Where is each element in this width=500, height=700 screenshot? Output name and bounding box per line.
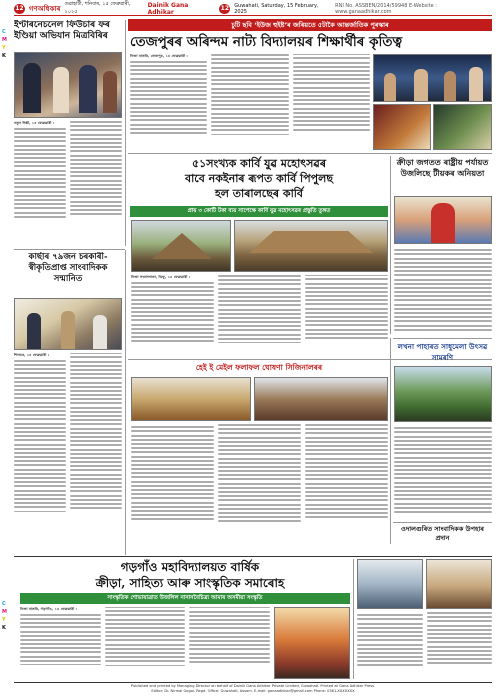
left-top-body (14, 121, 122, 247)
bottom-body (20, 607, 270, 679)
left-mid-body (14, 353, 122, 553)
mid-body (131, 424, 388, 544)
left-mid-headline: কাৰ্ছাৰ ৭৯জন চৰকাৰী-স্বীকৃতিপ্ৰাপ্ত সাংবাদিকক সন্মানিত (28, 252, 108, 284)
masthead (14, 2, 492, 16)
imprint-line-1: Published and printed by Managing Director on behalf of Dainik Gana Adhikar Private Limited, Guwahati. Printed at Gana Adhikar Press. (130, 684, 376, 688)
left-mid-photo (14, 298, 122, 350)
page-number: 12 (15, 4, 24, 12)
paper-title: Dainik Gana Adhikar (147, 1, 189, 16)
right-bottom-headline: ওদালগুৰিত সাংবাদিকক উপহাৰ প্ৰদান (401, 525, 484, 542)
karbi-photo-1 (131, 220, 231, 272)
imprint-line-2: Editor: Dr. Nirmal Gogoi. Regd. Office: Guwahati, Assam. E-mail: ganaadhikar@gmail.com Phone: 0361-XXXXXXX (151, 689, 355, 693)
right-mid-headline: লখনা পাহাৰত সাধুমেলা উৎসৱ সামৰণি (397, 342, 488, 362)
registration-marks-bottom: C M Y K (2, 601, 7, 631)
bottom-photo (274, 607, 350, 679)
karbi-subhead: প্ৰায় ৩ কোটি টকা ব্যয় সাপেক্ষে কাৰ্বি যুৱ মহোৎসৱৰ প্ৰস্তুতি তুঙ্গত (130, 206, 388, 217)
dateline: নিজা সংবাদদাতা, ডিফু, ১৪ ফেব্ৰুৱাৰী : (131, 275, 191, 279)
right-mid-body (394, 425, 492, 520)
right-bottom-photo-2 (426, 559, 492, 609)
bottom-headline-box (30, 559, 350, 591)
registration-marks-top: C M Y K (2, 29, 7, 59)
bottom-headline-line-2: ক্ৰীড়া, সাহিত্য আৰু সাংস্কৃতিক সমাৰোহ (95, 576, 285, 590)
imprint-footer (14, 684, 492, 698)
karbi-headline-line-2: বাবে নকইনাৰ ৰূপত কাৰ্বি পিপুলছ (184, 172, 333, 185)
karbi-headline-box (130, 156, 388, 204)
left-top-photo (14, 52, 122, 118)
right-bottom-photo-1 (357, 559, 423, 609)
rni-number: RNI No. ASSBEN/2014/59948 E-Website : www.ganaadhikar.com (335, 2, 437, 15)
karbi-headline-line-1: ৫১সংখ্যক কাৰ্বি যুৱ মহোৎসৱৰ (191, 157, 327, 170)
dateline-en: Guwahati, Saturday, 15 February, 2025 (234, 2, 319, 15)
page-badge: 12 (220, 4, 230, 12)
bottom-headline-line-1: গড়গাঁও মহাবিদ্যালয়ত বাৰ্ষিক (120, 560, 260, 574)
karbi-body (131, 275, 388, 357)
karbi-photo-2 (234, 220, 388, 272)
karbi-headline-line-3: হল তাৰালছেৰ কাৰ্বি (214, 187, 304, 200)
right-bottom-body (357, 612, 492, 679)
dateline: নতুন দিল্লী, ১৪ ফেব্ৰুৱাৰী : (14, 121, 55, 125)
left-top-headline-box (14, 20, 122, 50)
sports-body (394, 247, 492, 335)
brand-logo: গণঅধিকাৰ (28, 4, 61, 13)
top-main-photo-1 (373, 54, 492, 102)
dateline: শিলচৰ, ১৪ ফেব্ৰুৱাৰী : (14, 353, 50, 357)
sports-photo (394, 196, 492, 244)
mid-photo-1 (131, 377, 251, 421)
mid-photo-2 (254, 377, 388, 421)
sports-headline: ক্ৰীড়া জগতত ৰাষ্ট্ৰীয় পৰ্যায়ত উজলিছে টীয়কৰ অনিয়তা (396, 157, 489, 178)
dateline: নিজা বাতৰি, তেজপুৰ, ১৪ ফেব্ৰুৱাৰী : (130, 54, 188, 58)
top-main-headline: তেজপুৰৰ অৰিন্দম নাট্য বিদ্যালয়ৰ শিক্ষাৰ্থীৰ কৃতিত্ব (130, 34, 403, 50)
top-ribbon: চুটি ছবি ‘ইউজ হুইষ্ট’ৰ জৰিয়তে ৫টাকৈ আন্তৰ্জাতিক পুৰস্কাৰ (128, 19, 492, 31)
top-main-photo-3 (433, 104, 492, 150)
bottom-ribbon: সাংস্কৃতিক শোভাযাত্ৰাত উজলিল নানানবৈচিত্ৰ্য আমাৰ অসমীয়া সংস্কৃতি (20, 593, 350, 604)
right-mid-photo (394, 366, 492, 422)
top-main-body (130, 54, 370, 150)
mid-ribbon: হেই ই মেইল ফলাফল ঘোষণা সিজিনালৰৰ (195, 363, 323, 372)
dateline: নিজা বাতৰি, গড়গাঁও, ১৪ ফেব্ৰুৱাৰী : (20, 607, 77, 611)
left-top-headline: ইণ্টাৰনেচনেল ফিউচাৰ ফৰ ইণ্ডিয়া অভিযান মিত্ৰবিৰিৰ (14, 20, 110, 41)
top-main-photo-2 (373, 104, 431, 150)
date-local: গুৱাহাটী, শনিবাৰ, ১৫ ফেব্ৰুৱাৰী, ২০২৫ (64, 0, 131, 15)
